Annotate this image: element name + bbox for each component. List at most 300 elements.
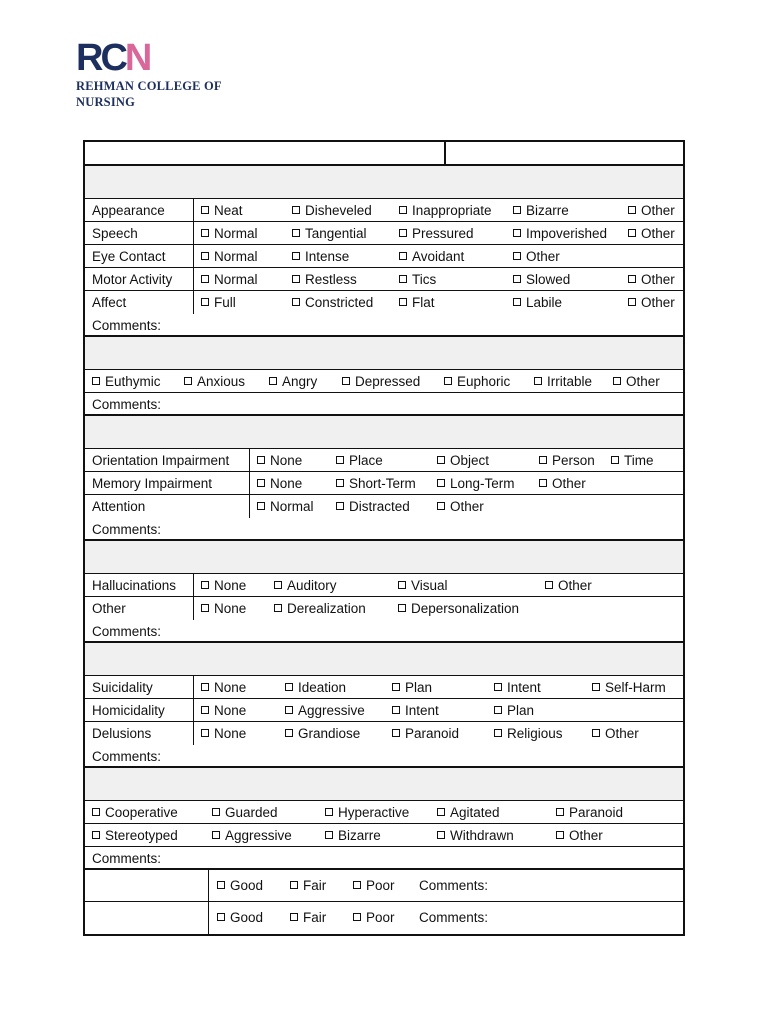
column-divider (249, 472, 250, 494)
option-motor-activity-normal[interactable] (201, 272, 258, 287)
option-memory-impairment-short-term[interactable] (336, 476, 416, 491)
option-label: Other (558, 578, 592, 593)
comments-row[interactable] (85, 620, 683, 643)
checkbox-icon[interactable] (292, 252, 300, 260)
checkbox-icon[interactable] (257, 479, 265, 487)
option-label: Self-Harm (605, 680, 666, 695)
option-suicidality-intent[interactable] (494, 680, 541, 695)
checkbox-icon[interactable] (556, 831, 564, 839)
option-label: Other (569, 828, 603, 843)
option-mood-depressed[interactable] (342, 374, 420, 389)
option-label: Ideation (298, 680, 347, 695)
row-label-hallucinations: Hallucinations (92, 578, 177, 593)
option-label: Normal (214, 249, 258, 264)
option-attention-normal[interactable] (257, 499, 314, 514)
option-label: Disheveled (305, 203, 372, 218)
option-eye-contact-intense[interactable] (292, 249, 349, 264)
column-divider (193, 222, 194, 244)
option-homicidality-plan[interactable] (494, 703, 534, 718)
option-behavior-hyperactive[interactable] (325, 805, 409, 820)
option-mood-irritable[interactable] (534, 374, 592, 389)
comments-row[interactable] (85, 314, 683, 337)
option-behavior-paranoid[interactable] (556, 805, 623, 820)
option-label: None (270, 476, 303, 491)
mental-status-form (83, 140, 685, 936)
option-label: Euthymic (105, 374, 161, 389)
option-label: Stereotyped (105, 828, 178, 843)
option-label: Visual (411, 578, 448, 593)
checkbox-icon[interactable] (392, 683, 400, 691)
comments-label: Comments: (419, 910, 489, 925)
column-divider (208, 902, 209, 934)
checkbox-icon[interactable] (513, 229, 521, 237)
option-label: Cooperative (105, 805, 178, 820)
comments-label: Comments: (92, 624, 162, 639)
checklist-row-homicidality (85, 699, 683, 722)
checkbox-icon[interactable] (556, 808, 564, 816)
row-label-speech: Speech (92, 226, 138, 241)
checklist-row-attention (85, 495, 683, 518)
column-divider (193, 199, 194, 221)
option-behavior-bizarre[interactable] (325, 828, 381, 843)
checkbox-icon[interactable] (399, 252, 407, 260)
option-other-depersonalization[interactable] (398, 601, 519, 616)
checkbox-icon[interactable] (92, 377, 100, 385)
option-label: Normal (214, 226, 258, 241)
option-speech-other[interactable] (628, 226, 675, 241)
row-label-motor-activity: Motor Activity (92, 272, 173, 287)
checkbox-icon[interactable] (201, 206, 209, 214)
option-delusions-other[interactable] (592, 726, 639, 741)
checkbox-icon[interactable] (628, 206, 636, 214)
checkbox-icon[interactable] (399, 275, 407, 283)
logo-text (76, 78, 222, 110)
checkbox-icon[interactable] (399, 229, 407, 237)
checkbox-icon[interactable] (399, 298, 407, 306)
checkbox-icon[interactable] (290, 913, 298, 921)
column-divider (193, 574, 194, 596)
checklist-row-memory-impairment (85, 472, 683, 495)
option-orientation-impairment-time[interactable] (611, 453, 654, 468)
logo-line-1: REHMAN COLLEGE OF (76, 79, 222, 93)
option-behavior-withdrawn[interactable] (437, 828, 514, 843)
checkbox-icon[interactable] (398, 581, 406, 589)
option-mood-euphoric[interactable] (444, 374, 510, 389)
section-header-behavior (85, 768, 683, 801)
checklist-row-suicidality (85, 676, 683, 699)
option-label: Paranoid (569, 805, 624, 820)
checkbox-icon[interactable] (285, 683, 293, 691)
option-label: Tangential (305, 226, 367, 241)
option-behavior-aggressive[interactable] (212, 828, 292, 843)
option-label: Time (624, 453, 654, 468)
behavior-row-1 (85, 801, 683, 824)
checkbox-icon[interactable] (392, 729, 400, 737)
checkbox-icon[interactable] (325, 808, 333, 816)
comments-label: Comments: (92, 851, 162, 866)
checkbox-icon[interactable] (212, 808, 220, 816)
option-homicidality-none[interactable] (201, 703, 246, 718)
checkbox-icon[interactable] (437, 479, 445, 487)
option-behavior-agitated[interactable] (437, 805, 500, 820)
option-suicidality-self-harm[interactable] (592, 680, 666, 695)
option-speech-pressured[interactable] (399, 226, 474, 241)
option-label: Bizarre (526, 203, 569, 218)
row-label-affect: Affect (92, 295, 127, 310)
checkbox-icon[interactable] (92, 831, 100, 839)
option-rating-fair[interactable] (290, 910, 326, 925)
checkbox-icon[interactable] (274, 604, 282, 612)
option-motor-activity-other[interactable] (628, 272, 675, 287)
rating-row-2 (85, 902, 683, 934)
checkbox-icon[interactable] (545, 581, 553, 589)
option-mood-anxious[interactable] (184, 374, 245, 389)
option-label: Hyperactive (338, 805, 410, 820)
option-delusions-paranoid[interactable] (392, 726, 459, 741)
checkbox-icon[interactable] (353, 881, 361, 889)
option-rating-poor[interactable] (353, 910, 395, 925)
option-orientation-impairment-person[interactable] (539, 453, 595, 468)
column-divider (193, 268, 194, 290)
option-label: Constricted (305, 295, 374, 310)
checkbox-icon[interactable] (613, 377, 621, 385)
option-affect-flat[interactable] (399, 295, 435, 310)
checkbox-icon[interactable] (336, 479, 344, 487)
option-delusions-religious[interactable] (494, 726, 563, 741)
row-label-suicidality: Suicidality (92, 680, 153, 695)
checkbox-icon[interactable] (201, 706, 209, 714)
option-label: Guarded (225, 805, 278, 820)
option-label: None (214, 578, 247, 593)
checklist-row-affect (85, 291, 683, 314)
checkbox-icon[interactable] (201, 581, 209, 589)
option-label: Labile (526, 295, 563, 310)
option-label: Paranoid (405, 726, 460, 741)
checkbox-icon[interactable] (201, 729, 209, 737)
option-other-none[interactable] (201, 601, 246, 616)
row-label-memory-impairment: Memory Impairment (92, 476, 213, 491)
option-attention-distracted[interactable] (336, 499, 410, 514)
option-label: Plan (405, 680, 433, 695)
section-header-risk (85, 643, 683, 676)
option-attention-other[interactable] (437, 499, 484, 514)
option-orientation-impairment-none[interactable] (257, 453, 302, 468)
option-label: Impoverished (526, 226, 608, 241)
option-appearance-neat[interactable] (201, 203, 243, 218)
checkbox-icon[interactable] (257, 456, 265, 464)
option-affect-full[interactable] (201, 295, 236, 310)
option-eye-contact-other[interactable] (513, 249, 560, 264)
checkbox-icon[interactable] (513, 252, 521, 260)
option-orientation-impairment-object[interactable] (437, 453, 489, 468)
option-label: None (270, 453, 303, 468)
option-label: Grandiose (298, 726, 361, 741)
option-delusions-none[interactable] (201, 726, 246, 741)
option-label: Religious (507, 726, 563, 741)
option-label: Other (450, 499, 484, 514)
comments-label: Comments: (92, 749, 162, 764)
option-label: None (214, 680, 247, 695)
option-label: Person (552, 453, 595, 468)
row-label-other: Other (92, 601, 126, 616)
option-label: Inappropriate (412, 203, 492, 218)
option-memory-impairment-other[interactable] (539, 476, 586, 491)
checklist-row-motor-activity (85, 268, 683, 291)
option-label: Avoidant (412, 249, 465, 264)
checklist-row-appearance (85, 199, 683, 222)
option-label: Poor (366, 910, 395, 925)
option-hallucinations-other[interactable] (545, 578, 592, 593)
checkbox-icon[interactable] (201, 275, 209, 283)
option-label: Tics (412, 272, 437, 287)
checklist-row-eye-contact (85, 245, 683, 268)
option-label: None (214, 726, 247, 741)
option-label: Distracted (349, 499, 410, 514)
checkbox-icon[interactable] (399, 206, 407, 214)
option-rating-good[interactable] (217, 878, 263, 893)
option-mood-euthymic[interactable] (92, 374, 161, 389)
option-label: Restless (305, 272, 357, 287)
checkbox-icon[interactable] (269, 377, 277, 385)
checkbox-icon[interactable] (392, 706, 400, 714)
option-label: Angry (282, 374, 318, 389)
checkbox-icon[interactable] (513, 275, 521, 283)
section-header-cognition (85, 416, 683, 449)
checkbox-icon[interactable] (292, 275, 300, 283)
checkbox-icon[interactable] (494, 706, 502, 714)
option-label: Other (552, 476, 586, 491)
option-speech-tangential[interactable] (292, 226, 367, 241)
option-label: Intense (305, 249, 350, 264)
checkbox-icon[interactable] (292, 298, 300, 306)
option-rating-good[interactable] (217, 910, 263, 925)
checkbox-icon[interactable] (201, 683, 209, 691)
option-label: Short-Term (349, 476, 416, 491)
column-divider (193, 245, 194, 267)
option-label: Other (626, 374, 660, 389)
option-label: Aggressive (225, 828, 292, 843)
option-suicidality-none[interactable] (201, 680, 246, 695)
option-label: Other (641, 226, 675, 241)
row-label-attention: Attention (92, 499, 146, 514)
checkbox-icon[interactable] (201, 604, 209, 612)
checkbox-icon[interactable] (184, 377, 192, 385)
checkbox-icon[interactable] (274, 581, 282, 589)
option-label: Good (230, 878, 264, 893)
checkbox-icon[interactable] (628, 275, 636, 283)
column-divider (208, 870, 209, 901)
comments-row[interactable] (85, 847, 683, 870)
checkbox-icon[interactable] (437, 808, 445, 816)
checkbox-icon[interactable] (592, 683, 600, 691)
checkbox-icon[interactable] (342, 377, 350, 385)
option-label: Object (450, 453, 490, 468)
option-label: Neat (214, 203, 243, 218)
rating-row-1 (85, 870, 683, 902)
checklist-row-hallucinations (85, 574, 683, 597)
checkbox-icon[interactable] (290, 881, 298, 889)
comments-row[interactable] (85, 518, 683, 541)
option-suicidality-ideation[interactable] (285, 680, 346, 695)
option-orientation-impairment-place[interactable] (336, 453, 383, 468)
comments-row[interactable] (85, 745, 683, 768)
option-memory-impairment-long-term[interactable] (437, 476, 515, 491)
checkbox-icon[interactable] (513, 206, 521, 214)
checkbox-icon[interactable] (628, 298, 636, 306)
option-rating-fair[interactable] (290, 878, 326, 893)
checkbox-icon[interactable] (217, 913, 225, 921)
option-label: Good (230, 910, 264, 925)
option-label: Plan (507, 703, 535, 718)
option-eye-contact-avoidant[interactable] (399, 249, 464, 264)
checkbox-icon[interactable] (201, 229, 209, 237)
option-behavior-stereotyped[interactable] (92, 828, 178, 843)
comments-row[interactable] (85, 393, 683, 416)
option-label: Pressured (412, 226, 474, 241)
checkbox-icon[interactable] (201, 298, 209, 306)
option-affect-labile[interactable] (513, 295, 562, 310)
checkbox-icon[interactable] (292, 229, 300, 237)
logo-mark-n: N (124, 37, 150, 79)
checklist-row-orientation-impairment (85, 449, 683, 472)
form-header-row (85, 142, 683, 166)
option-label: None (214, 601, 247, 616)
option-memory-impairment-none[interactable] (257, 476, 302, 491)
checkbox-icon[interactable] (257, 502, 265, 510)
checkbox-icon[interactable] (628, 229, 636, 237)
option-label: Full (214, 295, 236, 310)
option-behavior-cooperative[interactable] (92, 805, 178, 820)
option-mood-other[interactable] (613, 374, 660, 389)
checklist-row-delusions (85, 722, 683, 745)
checkbox-icon[interactable] (611, 456, 619, 464)
option-label: Euphoric (457, 374, 511, 389)
option-homicidality-intent[interactable] (392, 703, 439, 718)
option-label: Auditory (287, 578, 337, 593)
option-label: Other (526, 249, 560, 264)
option-label: Long-Term (450, 476, 515, 491)
section-header-mood (85, 337, 683, 370)
checkbox-icon[interactable] (539, 456, 547, 464)
checkbox-icon[interactable] (212, 831, 220, 839)
row-label-eye-contact: Eye Contact (92, 249, 166, 264)
comments-label: Comments: (92, 522, 162, 537)
checkbox-icon[interactable] (539, 479, 547, 487)
checkbox-icon[interactable] (444, 377, 452, 385)
checkbox-icon[interactable] (217, 881, 225, 889)
logo-mark (76, 37, 222, 79)
checkbox-icon[interactable] (201, 252, 209, 260)
option-rating-poor[interactable] (353, 878, 395, 893)
mood-row (85, 370, 683, 393)
section-header-perception (85, 541, 683, 574)
behavior-row-2 (85, 824, 683, 847)
checkbox-icon[interactable] (336, 502, 344, 510)
option-appearance-inappropriate[interactable] (399, 203, 492, 218)
column-divider (249, 449, 250, 471)
checkbox-icon[interactable] (325, 831, 333, 839)
option-affect-constricted[interactable] (292, 295, 373, 310)
option-other-derealization[interactable] (274, 601, 366, 616)
option-behavior-guarded[interactable] (212, 805, 278, 820)
column-divider (249, 495, 250, 518)
checkbox-icon[interactable] (513, 298, 521, 306)
checkbox-icon[interactable] (534, 377, 542, 385)
checkbox-icon[interactable] (92, 808, 100, 816)
option-delusions-grandiose[interactable] (285, 726, 360, 741)
option-eye-contact-normal[interactable] (201, 249, 258, 264)
option-label: None (214, 703, 247, 718)
checkbox-icon[interactable] (592, 729, 600, 737)
checkbox-icon[interactable] (353, 913, 361, 921)
option-hallucinations-visual[interactable] (398, 578, 448, 593)
option-label: Place (349, 453, 383, 468)
section-header-appearance (85, 166, 683, 199)
checkbox-icon[interactable] (437, 831, 445, 839)
option-label: Intent (405, 703, 439, 718)
option-motor-activity-tics[interactable] (399, 272, 436, 287)
checkbox-icon[interactable] (336, 456, 344, 464)
option-label: Depersonalization (411, 601, 520, 616)
checkbox-icon[interactable] (437, 502, 445, 510)
option-label: Slowed (526, 272, 571, 287)
option-appearance-disheveled[interactable] (292, 203, 372, 218)
logo-line-2: NURSING (76, 95, 136, 109)
option-label: Derealization (287, 601, 366, 616)
option-appearance-bizarre[interactable] (513, 203, 569, 218)
option-motor-activity-slowed[interactable] (513, 272, 570, 287)
column-divider (193, 676, 194, 698)
option-hallucinations-none[interactable] (201, 578, 246, 593)
option-label: Bizarre (338, 828, 381, 843)
row-label-delusions: Delusions (92, 726, 152, 741)
option-appearance-other[interactable] (628, 203, 675, 218)
college-logo (76, 37, 222, 110)
checkbox-icon[interactable] (398, 604, 406, 612)
option-label: Agitated (450, 805, 500, 820)
checkbox-icon[interactable] (494, 683, 502, 691)
option-label: Depressed (355, 374, 421, 389)
checkbox-icon[interactable] (437, 456, 445, 464)
column-divider (193, 597, 194, 620)
checklist-row-other (85, 597, 683, 620)
option-label: Fair (303, 910, 327, 925)
option-label: Other (605, 726, 639, 741)
option-label: Other (641, 203, 675, 218)
checkbox-icon[interactable] (285, 729, 293, 737)
option-homicidality-aggressive[interactable] (285, 703, 365, 718)
option-behavior-other[interactable] (556, 828, 603, 843)
checkbox-icon[interactable] (292, 206, 300, 214)
option-hallucinations-auditory[interactable] (274, 578, 337, 593)
option-label: Normal (270, 499, 314, 514)
option-label: Anxious (197, 374, 246, 389)
comments-label: Comments: (92, 318, 162, 333)
checkbox-icon[interactable] (494, 729, 502, 737)
option-suicidality-plan[interactable] (392, 680, 432, 695)
column-divider (193, 722, 194, 745)
option-speech-impoverished[interactable] (513, 226, 607, 241)
comments-label: Comments: (92, 397, 162, 412)
option-label: Irritable (547, 374, 593, 389)
option-speech-normal[interactable] (201, 226, 258, 241)
option-label: Aggressive (298, 703, 365, 718)
column-divider (193, 699, 194, 721)
option-motor-activity-restless[interactable] (292, 272, 357, 287)
option-affect-other[interactable] (628, 295, 675, 310)
checkbox-icon[interactable] (285, 706, 293, 714)
option-mood-angry[interactable] (269, 374, 317, 389)
